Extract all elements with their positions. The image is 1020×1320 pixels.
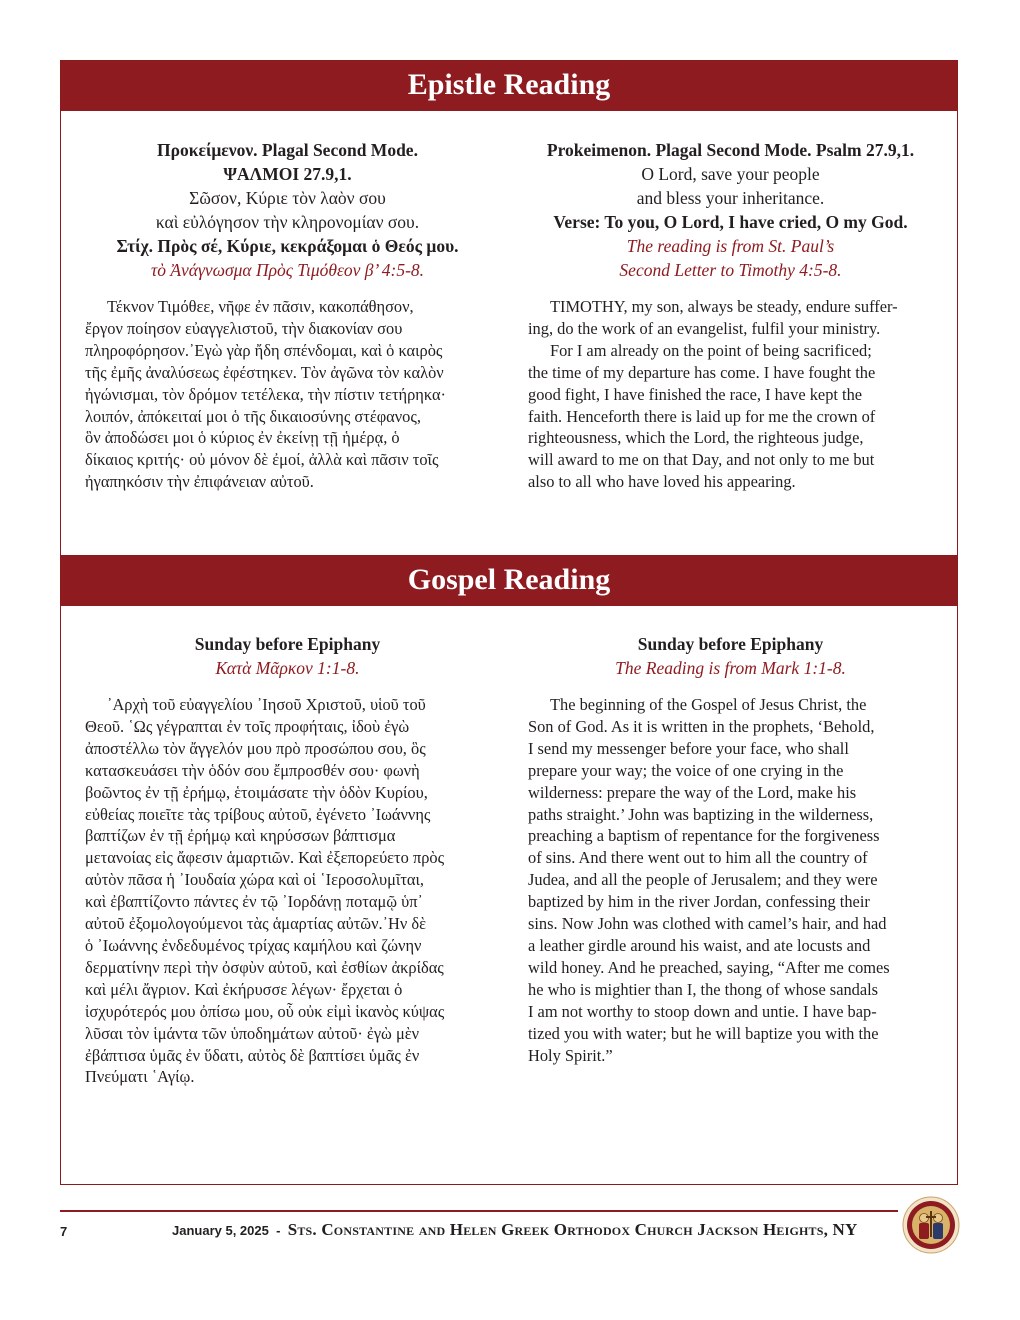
text-line: ὃν ἀποδώσει μοι ὁ κύριος ἐν ἐκείνῃ τῇ ἡμέρᾳ, ὁ [85,428,400,448]
text-line: ἠγώνισμαι, τὸν δρόμον τετέλεκα, τὴν πίστιν τετήρηκα· [85,384,447,404]
reading-text-greek [85,296,490,493]
heading-line: Sunday before Epiphany [194,634,381,654]
heading-line: and bless your inheritance. [636,188,825,208]
text-line: ἀποστέλλω τὸν ἄγγελόν μου πρὸ προσώπου σου, ὃς [85,738,426,758]
text-line: λῦσαι τὸν ἱμάντα τῶν ὑποδημάτων αὐτοῦ· ἐγὼ μὲν [85,1023,420,1043]
text-line: I am not worthy to stoop down and untie. I have bap- [528,1001,877,1021]
text-line: prepare your way; the voice of one crying in the [528,760,844,780]
church-seal-icon [902,1196,960,1254]
section-banner: Gospel Reading [61,556,957,606]
epistle-section [60,60,958,557]
text-line: good fight, I have finished the race, I have kept the [528,384,863,404]
greek-column [85,138,490,493]
heading-line: Στίχ. Πρὸς σέ, Κύριε, κεκράξομαι ὁ Θεός μου. [116,236,459,256]
text-line: he who is mightier than I, the thong of whose sandals [528,979,879,999]
gospel-heading-english [528,632,933,680]
text-line: wilderness: prepare the way of the Lord, make his [528,782,857,802]
text-line: βοῶντος ἐν τῇ ἐρήμῳ, ἑτοιμάσατε τὴν ὁδὸν Κυρίου, [85,782,428,802]
heading-line: Verse: To you, O Lord, I have cried, O my God. [553,212,908,232]
footer-divider [60,1210,898,1212]
text-line: πληροφόρησον.᾿Εγὼ γὰρ ἤδη σπένδομαι, καὶ ὁ καιρὸς [85,340,443,360]
text-line: αὐτοῦ ἐξομολογούμενοι τὰς ἁμαρτίας αὐτῶν.᾿Ην δὲ [85,914,427,934]
english-column [528,632,933,1066]
heading-line: Prokeimenon. Plagal Second Mode. Psalm 27.9,1. [546,140,915,160]
prokeimenon-english [528,138,933,282]
gospel-section [60,555,958,1185]
text-line: Θεοῦ. ῾Ως γέγραπται ἐν τοῖς προφήταις, ἰδοὺ ἐγὼ [85,716,410,736]
heading-line: Σῶσον, Κύριε τὸν λαὸν σου [189,188,386,208]
text-line: ing, do the work of an evangelist, fulfil your ministry. [528,318,881,338]
text-line: also to all who have loved his appearing. [528,472,796,492]
text-line: paths straight.’ John was baptizing in the wilderness, [528,804,874,824]
text-line: ἔργον ποίησον εὐαγγελιστοῦ, τὴν διακονίαν σου [85,318,403,338]
reading-reference: Second Letter to Timothy 4:5-8. [619,260,842,280]
heading-line: O Lord, save your people [641,164,820,184]
text-line: Son of God. As it is written in the prophets, ‘Behold, [528,716,875,736]
text-line: wild honey. And he preached, saying, “After me comes [528,957,890,977]
heading-line: ΨΑΛΜΟΙ 27.9,1. [223,164,352,184]
text-line: βαπτίζων ἐν τῇ ἐρήμῳ καὶ κηρύσσων βάπτισμα [85,826,396,846]
text-line: I send my messenger before your face, who shall [528,738,849,758]
text-line: sins. Now John was clothed with camel’s hair, and had [528,914,887,934]
text-line: τῆς ἐμῆς ἀναλύσεως ἐφέστηκεν. Τὸν ἀγῶνα τὸν καλὸν [85,362,444,382]
text-line: preaching a baptism of repentance for the forgiveness [528,826,880,846]
text-line: a leather girdle around his waist, and ate locusts and [528,935,871,955]
reading-reference: τὸ Ἀνάγνωσμα Πρὸς Τιμόθεον β’ 4:5-8. [150,260,425,280]
text-line: ὁ ᾿Ιωάννης ἐνδεδυμένος τρίχας καμήλου καὶ ζώνην [85,935,422,955]
text-line: will award to me on that Day, and not only to me but [528,450,875,470]
text-line: καὶ ἐβαπτίζοντο πάντες ἐν τῷ ᾿Ιορδάνῃ ποταμῷ ὑπ᾿ [85,892,424,912]
reading-text-greek [85,694,490,1088]
section-banner: Epistle Reading [61,61,957,111]
text-line: of sins. And there went out to him all the country of [528,848,868,868]
prokeimenon-greek [85,138,490,282]
text-line: Τέκνον Τιμόθεε, νῆφε ἐν πᾶσιν, κακοπάθησον, [107,297,414,316]
text-line: δίκαιος κριτής· οὐ μόνον δὲ ἐμοί, ἀλλὰ καὶ πᾶσιν τοῖς [85,450,439,470]
footer-separator: - [276,1223,281,1238]
text-line: Πνεύματι ῾Αγίῳ. [85,1067,195,1087]
reading-text-english [528,296,933,493]
heading-line: Προκείμενον. Plagal Second Mode. [157,140,418,160]
text-line: ᾿Αρχὴ τοῦ εὐαγγελίου ᾿Ιησοῦ Χριστοῦ, υἱοῦ τοῦ [107,695,426,714]
text-line: The beginning of the Gospel of Jesus Christ, the [550,695,867,714]
english-column [528,138,933,493]
reading-reference: Κατὰ Μᾶρκον 1:1-8. [215,658,360,678]
text-line: baptized by him in the river Jordan, confessing their [528,892,870,912]
footer-church-name: Sts. Constantine and Helen Greek Orthodox Church Jackson Heights, NY [287,1220,858,1239]
heading-line: καὶ εὐλόγησον τὴν κληρονομίαν σου. [155,212,420,232]
text-line: ἐβάπτισα ὑμᾶς ἐν ὕδατι, αὐτὸς δὲ βαπτίσει ὑμᾶς ἐν [85,1045,420,1065]
text-line: ἰσχυρότερός μου ὀπίσω μου, οὗ οὐκ εἰμὶ ἱκανὸς κύψας [85,1001,445,1021]
text-line: Judea, and all the people of Jerusalem; and they were [528,870,878,890]
text-line: For I am already on the point of being sacrificed; [550,340,872,360]
text-line: δερματίνην περὶ τὴν ὀσφὺν αὐτοῦ, καὶ ἐσθίων ἀκρίδας [85,957,444,977]
heading-line: Sunday before Epiphany [637,634,824,654]
reading-reference: The reading is from St. Paul’s [626,236,835,256]
text-line: καὶ μέλι ἄγριον. Καὶ ἐκήρυσσε λέγων· ἔρχεται ὁ [85,979,403,999]
text-line: ἠγαπηκόσιν τὴν ἐπιφάνειαν αὐτοῦ. [85,472,314,492]
text-line: TIMOTHY, my son, always be steady, endure suffer- [550,297,898,316]
text-line: λοιπόν, ἀπόκειταί μοι ὁ τῆς δικαιοσύνης στέφανος, [85,406,421,426]
footer-date: January 5, 2025 [172,1223,269,1238]
page-number: 7 [60,1224,68,1239]
text-line: the time of my departure has come. I have fought the [528,362,876,382]
text-line: faith. Henceforth there is laid up for me the crown of [528,406,876,426]
text-line: αὐτὸν πᾶσα ἡ ᾿Ιουδαία χώρα καὶ οἱ ῾Ιεροσολυμῖται, [85,870,425,890]
footer-text [172,1220,857,1240]
gospel-heading-greek [85,632,490,680]
text-line: tized you with water; but he will baptize you with the [528,1023,879,1043]
reading-reference: The Reading is from Mark 1:1-8. [615,658,846,678]
text-line: Holy Spirit.” [528,1045,613,1065]
reading-text-english [528,694,933,1066]
text-line: εὐθείας ποιεῖτε τὰς τρίβους αὐτοῦ, ἐγένετο ᾿Ιωάννης [85,804,431,824]
text-line: μετανοίας εἰς ἄφεσιν ἁμαρτιῶν. Καὶ ἐξεπορεύετο πρὸς [85,848,445,868]
text-line: righteousness, which the Lord, the righteous judge, [528,428,864,448]
greek-column [85,632,490,1088]
text-line: κατασκευάσει τὴν ὁδόν σου ἔμπροσθέν σου· φωνὴ [85,760,420,780]
